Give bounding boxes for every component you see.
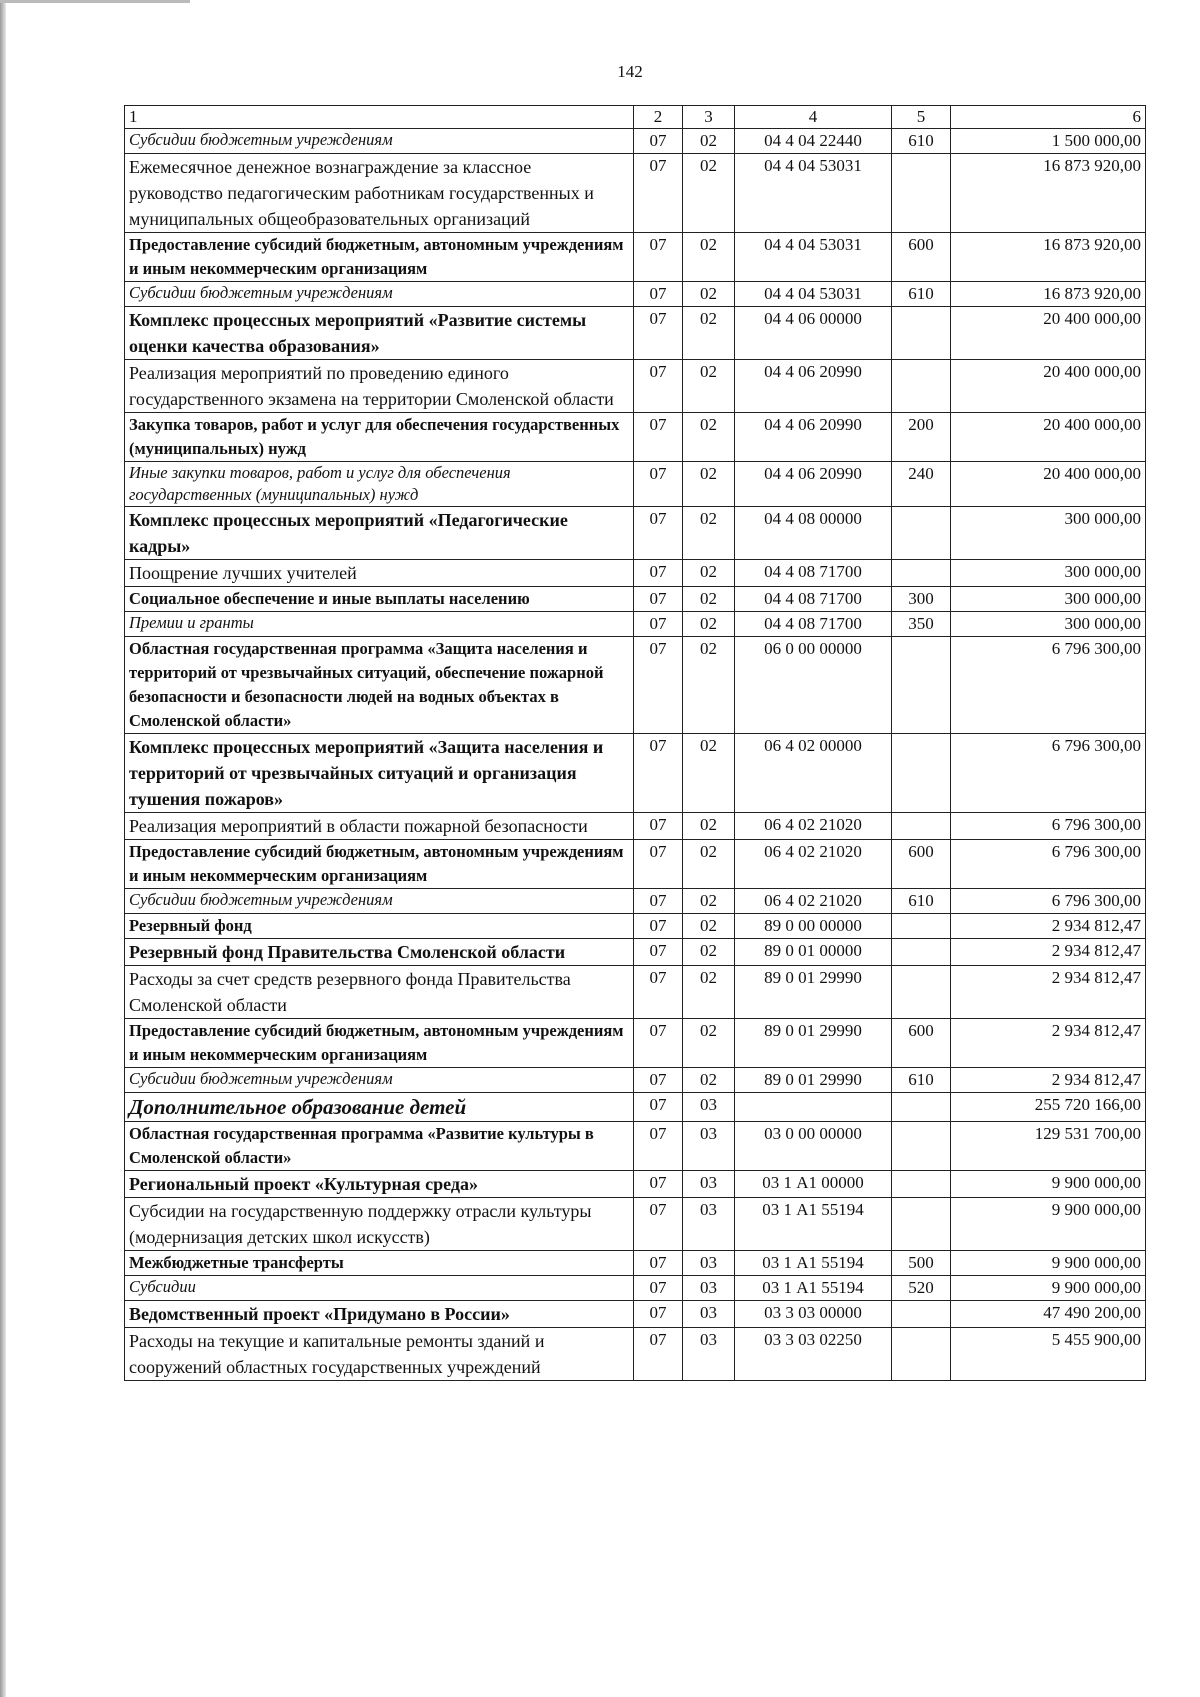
table-row: [125, 360, 1146, 413]
table-row: [125, 587, 1146, 612]
cell-name: Иные закупки товаров, работ и услуг для обеспечения государственных (муниципальных) нужд: [125, 462, 634, 507]
cell-expense-type: [892, 560, 951, 587]
cell-section: 07: [634, 1276, 683, 1301]
cell-target-article: 03 1 А1 55194: [735, 1198, 892, 1251]
cell-amount: 6 796 300,00: [951, 813, 1146, 840]
cell-target-article: 04 4 08 71700: [735, 587, 892, 612]
cell-amount: 9 900 000,00: [951, 1198, 1146, 1251]
cell-amount: 6 796 300,00: [951, 840, 1146, 889]
cell-subsection: 02: [683, 587, 735, 612]
cell-amount: 2 934 812,47: [951, 1068, 1146, 1093]
cell-expense-type: [892, 813, 951, 840]
cell-amount: 9 900 000,00: [951, 1171, 1146, 1198]
header-col-5: 5: [892, 106, 951, 129]
cell-expense-type: 610: [892, 889, 951, 914]
cell-section: 07: [634, 734, 683, 813]
cell-amount: 20 400 000,00: [951, 413, 1146, 462]
cell-name: Резервный фонд Правительства Смоленской области: [125, 939, 634, 966]
cell-expense-type: 200: [892, 413, 951, 462]
cell-target-article: 06 4 02 21020: [735, 889, 892, 914]
cell-section: 07: [634, 1301, 683, 1328]
cell-subsection: 02: [683, 413, 735, 462]
cell-section: 07: [634, 1122, 683, 1171]
cell-expense-type: [892, 734, 951, 813]
budget-table: [124, 105, 1146, 1381]
cell-expense-type: 520: [892, 1276, 951, 1301]
cell-target-article: 03 1 А1 55194: [735, 1276, 892, 1301]
cell-subsection: 02: [683, 233, 735, 282]
table-row: [125, 560, 1146, 587]
cell-target-article: 03 1 А1 00000: [735, 1171, 892, 1198]
table-row: [125, 889, 1146, 914]
cell-section: 07: [634, 1019, 683, 1068]
table-row: [125, 413, 1146, 462]
cell-amount: 2 934 812,47: [951, 914, 1146, 939]
table-row: [125, 507, 1146, 560]
cell-section: 07: [634, 282, 683, 307]
cell-section: 07: [634, 1198, 683, 1251]
cell-target-article: 89 0 01 29990: [735, 1068, 892, 1093]
cell-target-article: 03 0 00 00000: [735, 1122, 892, 1171]
cell-amount: 2 934 812,47: [951, 1019, 1146, 1068]
table-row: [125, 612, 1146, 637]
cell-target-article: 04 4 04 53031: [735, 233, 892, 282]
cell-subsection: 03: [683, 1328, 735, 1381]
cell-amount: 255 720 166,00: [951, 1093, 1146, 1122]
cell-name: Субсидии бюджетным учреждениям: [125, 889, 634, 914]
table-row: [125, 129, 1146, 154]
cell-section: 07: [634, 462, 683, 507]
cell-amount: 47 490 200,00: [951, 1301, 1146, 1328]
table-row: [125, 1276, 1146, 1301]
cell-expense-type: [892, 507, 951, 560]
table-row: [125, 1328, 1146, 1381]
cell-section: 07: [634, 813, 683, 840]
cell-subsection: 02: [683, 1068, 735, 1093]
cell-target-article: 06 4 02 00000: [735, 734, 892, 813]
cell-name: Субсидии бюджетным учреждениям: [125, 282, 634, 307]
cell-name: Субсидии бюджетным учреждениям: [125, 1068, 634, 1093]
cell-subsection: 03: [683, 1198, 735, 1251]
cell-target-article: 06 4 02 21020: [735, 840, 892, 889]
cell-amount: 6 796 300,00: [951, 637, 1146, 734]
cell-amount: 20 400 000,00: [951, 360, 1146, 413]
cell-name: Предоставление субсидий бюджетным, автономным учреждениям и иным некоммерческим организациям: [125, 840, 634, 889]
cell-target-article: 04 4 06 00000: [735, 307, 892, 360]
cell-amount: 2 934 812,47: [951, 966, 1146, 1019]
header-col-3: 3: [683, 106, 735, 129]
cell-name: Реализация мероприятий в области пожарной безопасности: [125, 813, 634, 840]
cell-subsection: 02: [683, 307, 735, 360]
cell-expense-type: 610: [892, 129, 951, 154]
cell-amount: 6 796 300,00: [951, 734, 1146, 813]
cell-amount: 20 400 000,00: [951, 462, 1146, 507]
cell-section: 07: [634, 129, 683, 154]
cell-target-article: 04 4 06 20990: [735, 360, 892, 413]
cell-target-article: 04 4 06 20990: [735, 413, 892, 462]
cell-expense-type: [892, 1122, 951, 1171]
cell-target-article: 89 0 00 00000: [735, 914, 892, 939]
cell-subsection: 02: [683, 813, 735, 840]
cell-section: 07: [634, 966, 683, 1019]
table-header-row: [125, 106, 1146, 129]
cell-section: 07: [634, 840, 683, 889]
header-col-1: 1: [125, 106, 634, 129]
cell-name: Региональный проект «Культурная среда»: [125, 1171, 634, 1198]
cell-name: Резервный фонд: [125, 914, 634, 939]
cell-subsection: 02: [683, 507, 735, 560]
cell-amount: 16 873 920,00: [951, 233, 1146, 282]
cell-target-article: 04 4 04 22440: [735, 129, 892, 154]
cell-amount: 16 873 920,00: [951, 282, 1146, 307]
cell-name: Предоставление субсидий бюджетным, автономным учреждениям и иным некоммерческим организациям: [125, 233, 634, 282]
cell-expense-type: [892, 1171, 951, 1198]
cell-target-article: 04 4 08 71700: [735, 560, 892, 587]
table-row: [125, 813, 1146, 840]
cell-name: Областная государственная программа «Развитие культуры в Смоленской области»: [125, 1122, 634, 1171]
table-row: [125, 1251, 1146, 1276]
cell-subsection: 02: [683, 612, 735, 637]
cell-section: 07: [634, 360, 683, 413]
cell-amount: 9 900 000,00: [951, 1251, 1146, 1276]
cell-amount: 129 531 700,00: [951, 1122, 1146, 1171]
cell-name: Поощрение лучших учителей: [125, 560, 634, 587]
cell-expense-type: [892, 637, 951, 734]
cell-target-article: 04 4 04 53031: [735, 154, 892, 233]
cell-name: Комплекс процессных мероприятий «Защита населения и территорий от чрезвычайных ситуаций и организация тушения пожаров»: [125, 734, 634, 813]
cell-section: 07: [634, 939, 683, 966]
cell-name: Премии и гранты: [125, 612, 634, 637]
cell-name: Межбюджетные трансферты: [125, 1251, 634, 1276]
cell-subsection: 02: [683, 966, 735, 1019]
cell-amount: 2 934 812,47: [951, 939, 1146, 966]
cell-amount: 300 000,00: [951, 587, 1146, 612]
cell-expense-type: [892, 1328, 951, 1381]
cell-section: 07: [634, 154, 683, 233]
cell-subsection: 02: [683, 560, 735, 587]
cell-section: 07: [634, 1093, 683, 1122]
table-row: [125, 1171, 1146, 1198]
table-row: [125, 840, 1146, 889]
cell-amount: 300 000,00: [951, 560, 1146, 587]
cell-subsection: 02: [683, 914, 735, 939]
table-row: [125, 914, 1146, 939]
scan-edge: [0, 0, 6, 1697]
cell-subsection: 03: [683, 1251, 735, 1276]
table-row: [125, 1019, 1146, 1068]
cell-expense-type: 500: [892, 1251, 951, 1276]
cell-amount: 20 400 000,00: [951, 307, 1146, 360]
cell-section: 07: [634, 413, 683, 462]
cell-subsection: 02: [683, 462, 735, 507]
table-row: [125, 734, 1146, 813]
cell-amount: 5 455 900,00: [951, 1328, 1146, 1381]
cell-name: Предоставление субсидий бюджетным, автономным учреждениям и иным некоммерческим организациям: [125, 1019, 634, 1068]
cell-name: Ведомственный проект «Придумано в России»: [125, 1301, 634, 1328]
cell-section: 07: [634, 1328, 683, 1381]
cell-subsection: 02: [683, 1019, 735, 1068]
cell-expense-type: [892, 966, 951, 1019]
cell-subsection: 02: [683, 129, 735, 154]
cell-expense-type: [892, 939, 951, 966]
cell-name: Комплекс процессных мероприятий «Развитие системы оценки качества образования»: [125, 307, 634, 360]
header-col-6: 6: [951, 106, 1146, 129]
table-row: [125, 233, 1146, 282]
cell-target-article: 89 0 01 00000: [735, 939, 892, 966]
cell-subsection: 03: [683, 1122, 735, 1171]
cell-section: 07: [634, 637, 683, 734]
cell-section: 07: [634, 507, 683, 560]
cell-section: 07: [634, 560, 683, 587]
cell-expense-type: [892, 1301, 951, 1328]
cell-name: Областная государственная программа «Защита населения и территорий от чрезвычайных ситуаций, обеспечение пожарной безопасности и безопасности людей на водных объектах в Смоленской области»: [125, 637, 634, 734]
table-row: [125, 1198, 1146, 1251]
cell-subsection: 02: [683, 939, 735, 966]
cell-section: 07: [634, 1171, 683, 1198]
table-row: [125, 282, 1146, 307]
cell-subsection: 02: [683, 360, 735, 413]
cell-section: 07: [634, 1251, 683, 1276]
cell-target-article: 03 1 А1 55194: [735, 1251, 892, 1276]
table-row: [125, 154, 1146, 233]
page-number: 142: [617, 62, 643, 81]
table-row: [125, 939, 1146, 966]
cell-section: 07: [634, 889, 683, 914]
cell-subsection: 02: [683, 154, 735, 233]
cell-section: 07: [634, 612, 683, 637]
cell-name: Ежемесячное денежное вознаграждение за классное руководство педагогическим работникам государственных и муниципальных общеобразовательных организаций: [125, 154, 634, 233]
cell-section: 07: [634, 233, 683, 282]
cell-expense-type: [892, 154, 951, 233]
cell-target-article: 89 0 01 29990: [735, 1019, 892, 1068]
cell-subsection: 03: [683, 1093, 735, 1122]
cell-subsection: 02: [683, 840, 735, 889]
scan-top-edge: [0, 0, 190, 3]
cell-name: Субсидии: [125, 1276, 634, 1301]
table-row: [125, 637, 1146, 734]
cell-expense-type: 610: [892, 1068, 951, 1093]
cell-expense-type: 240: [892, 462, 951, 507]
table-row: [125, 307, 1146, 360]
table-row: [125, 462, 1146, 507]
cell-name: Комплекс процессных мероприятий «Педагогические кадры»: [125, 507, 634, 560]
cell-amount: 9 900 000,00: [951, 1276, 1146, 1301]
cell-subsection: 03: [683, 1276, 735, 1301]
cell-section: 07: [634, 1068, 683, 1093]
cell-target-article: 04 4 08 00000: [735, 507, 892, 560]
cell-amount: 16 873 920,00: [951, 154, 1146, 233]
cell-section: 07: [634, 587, 683, 612]
header-col-2: 2: [634, 106, 683, 129]
table-row: [125, 966, 1146, 1019]
table-row: [125, 1301, 1146, 1328]
cell-target-article: [735, 1093, 892, 1122]
cell-expense-type: 300: [892, 587, 951, 612]
cell-expense-type: [892, 1093, 951, 1122]
header-col-4: 4: [735, 106, 892, 129]
cell-subsection: 02: [683, 889, 735, 914]
cell-target-article: 04 4 08 71700: [735, 612, 892, 637]
cell-target-article: 03 3 03 00000: [735, 1301, 892, 1328]
cell-name: Расходы на текущие и капитальные ремонты зданий и сооружений областных государственных учреждений: [125, 1328, 634, 1381]
cell-expense-type: 600: [892, 840, 951, 889]
cell-target-article: 04 4 04 53031: [735, 282, 892, 307]
cell-subsection: 03: [683, 1171, 735, 1198]
cell-amount: 300 000,00: [951, 507, 1146, 560]
cell-expense-type: 350: [892, 612, 951, 637]
cell-amount: 1 500 000,00: [951, 129, 1146, 154]
cell-expense-type: [892, 307, 951, 360]
cell-name: Реализация мероприятий по проведению единого государственного экзамена на территории Смоленской области: [125, 360, 634, 413]
cell-target-article: 06 0 00 00000: [735, 637, 892, 734]
cell-name: Социальное обеспечение и иные выплаты населению: [125, 587, 634, 612]
cell-section: 07: [634, 307, 683, 360]
cell-subsection: 02: [683, 637, 735, 734]
cell-expense-type: [892, 1198, 951, 1251]
cell-name: Закупка товаров, работ и услуг для обеспечения государственных (муниципальных) нужд: [125, 413, 634, 462]
cell-section: 07: [634, 914, 683, 939]
cell-target-article: 03 3 03 02250: [735, 1328, 892, 1381]
cell-amount: 300 000,00: [951, 612, 1146, 637]
cell-expense-type: 600: [892, 1019, 951, 1068]
budget-table-body: [125, 106, 1146, 1381]
cell-target-article: 89 0 01 29990: [735, 966, 892, 1019]
cell-name: Дополнительное образование детей: [125, 1093, 634, 1122]
cell-name: Субсидии на государственную поддержку отрасли культуры (модернизация детских школ искусств): [125, 1198, 634, 1251]
cell-target-article: 04 4 06 20990: [735, 462, 892, 507]
table-row: [125, 1093, 1146, 1122]
cell-expense-type: [892, 914, 951, 939]
cell-subsection: 02: [683, 734, 735, 813]
table-row: [125, 1068, 1146, 1093]
cell-amount: 6 796 300,00: [951, 889, 1146, 914]
cell-subsection: 03: [683, 1301, 735, 1328]
cell-target-article: 06 4 02 21020: [735, 813, 892, 840]
cell-subsection: 02: [683, 282, 735, 307]
cell-name: Субсидии бюджетным учреждениям: [125, 129, 634, 154]
cell-expense-type: [892, 360, 951, 413]
cell-name: Расходы за счет средств резервного фонда Правительства Смоленской области: [125, 966, 634, 1019]
cell-expense-type: 600: [892, 233, 951, 282]
cell-expense-type: 610: [892, 282, 951, 307]
table-row: [125, 1122, 1146, 1171]
